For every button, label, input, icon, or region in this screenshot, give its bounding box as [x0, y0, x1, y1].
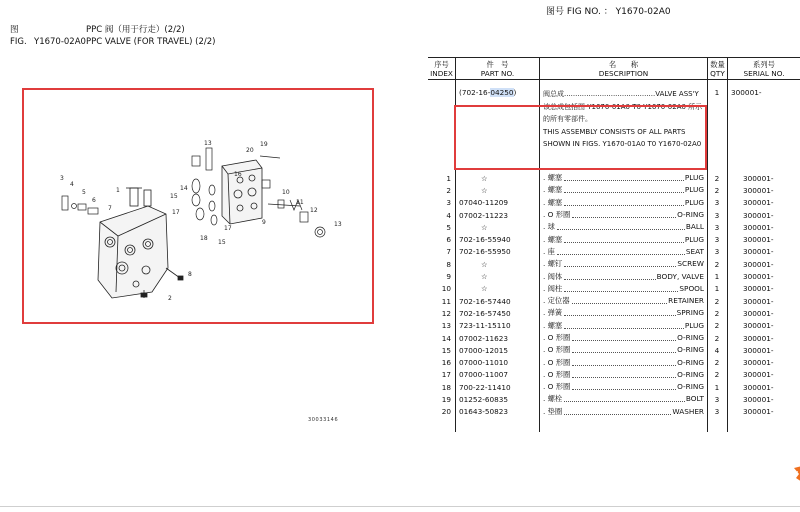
svg-text:8: 8 — [188, 271, 192, 278]
page-bottom-border — [0, 506, 800, 507]
row-part-no: 01252-60835 — [459, 394, 509, 404]
row-index: 17 — [441, 370, 451, 380]
selected-text: 04250 — [490, 88, 514, 97]
row-serial: 300001- — [743, 185, 774, 195]
table-body — [428, 80, 800, 432]
table-row — [428, 393, 800, 405]
row-desc-cn: . O 形圈 — [543, 345, 571, 355]
row-part-no: 07000-11007 — [459, 370, 509, 380]
row-part-no: ☆ — [481, 284, 488, 294]
row-desc-cn: . 螺塞 — [543, 173, 563, 183]
header-serial: 系列号 SERIAL NO. — [727, 58, 800, 79]
row-part-no: ☆ — [481, 272, 488, 282]
row-qty: 3 — [714, 210, 720, 220]
row-qty: 3 — [714, 394, 720, 404]
row-index: 3 — [446, 198, 451, 208]
row-description — [539, 345, 707, 355]
row-desc-cn: . 螺塞 — [543, 234, 563, 244]
row-description — [539, 358, 707, 368]
row-desc-en: SCREW — [677, 259, 704, 269]
row-desc-en: O-RING — [677, 357, 704, 367]
row-qty: 3 — [714, 198, 720, 208]
svg-text:17: 17 — [224, 225, 232, 232]
row-description — [539, 284, 707, 294]
row-qty: 2 — [714, 185, 720, 195]
title-en: PPC VALVE (FOR TRAVEL) (2/2) — [86, 37, 216, 48]
row-serial: 300001- — [743, 358, 774, 368]
svg-text:11: 11 — [296, 199, 304, 206]
row-index: 12 — [441, 308, 451, 318]
row-serial: 300001- — [743, 235, 774, 245]
svg-text:9: 9 — [262, 219, 266, 226]
table-row — [428, 381, 800, 393]
row-index: 5 — [446, 222, 451, 232]
assembly-description: 阀总成.........................................VALVE ASS'Y 该总成包括图 Y1670-01A0 T0 Y1670-02A0 所示 的所有零部件。 THIS ASSEMBLY CONSISTS OF ALL PARTS SHOWN IN FIGS. Y1670-01A0 T0 Y1670-02A0 — [543, 90, 703, 148]
row-qty: 1 — [714, 284, 720, 294]
table-row — [428, 209, 800, 221]
row-index: 8 — [446, 259, 451, 269]
row-desc-cn: . 螺塞 — [543, 197, 563, 207]
svg-text:6: 6 — [92, 197, 96, 204]
header-index: 序号 INDEX — [430, 59, 453, 78]
table-row — [428, 320, 800, 332]
row-serial: 300001- — [743, 210, 774, 220]
row-part-no: 07000-12015 — [459, 345, 509, 355]
assembly-qty: 1 — [714, 88, 720, 97]
row-part-no: 702-16-57440 — [459, 296, 511, 306]
row-desc-en: PLUG — [684, 173, 704, 183]
row-desc-en: O-RING — [677, 210, 704, 220]
assembly-highlight-box — [454, 105, 707, 170]
row-desc-en: BALL — [685, 222, 704, 232]
row-qty: 1 — [714, 382, 720, 392]
row-desc-en: O-RING — [677, 382, 704, 392]
row-index: 18 — [441, 382, 451, 392]
row-index: 2 — [446, 185, 451, 195]
row-desc-en: RETAINER — [668, 296, 704, 306]
table-row — [428, 406, 800, 418]
row-desc-cn: . O 形圈 — [543, 333, 571, 342]
row-part-no: 07002-11623 — [459, 333, 509, 343]
row-qty: 2 — [714, 358, 720, 368]
row-desc-cn: . 螺栓 — [543, 394, 563, 404]
row-part-no: 07002-11223 — [459, 210, 509, 220]
row-desc-cn: . 阀柱 — [543, 283, 563, 293]
row-desc-cn: . 螺塞 — [543, 185, 563, 195]
row-index: 15 — [441, 345, 451, 355]
row-serial: 300001- — [743, 333, 774, 343]
row-index: 14 — [441, 333, 451, 343]
row-desc-en: WASHER — [672, 406, 704, 416]
svg-text:17: 17 — [172, 209, 180, 216]
table-row — [428, 172, 800, 184]
row-desc-cn: . O 形圈 — [543, 369, 571, 379]
row-desc-en: BODY, VALVE — [656, 271, 704, 281]
row-desc-cn: . 螺钉 — [543, 259, 563, 269]
row-desc-en: PLUG — [684, 185, 704, 195]
assembly-serial: 300001- — [731, 88, 762, 97]
row-description — [539, 210, 707, 220]
row-qty: 2 — [714, 321, 720, 331]
row-serial: 300001- — [743, 345, 774, 355]
row-part-no: ☆ — [481, 173, 488, 183]
header-qty: 数量 QTY — [707, 58, 727, 79]
table-row — [428, 270, 800, 282]
table-row — [428, 221, 800, 233]
row-part-no: 07040-11209 — [459, 198, 509, 208]
row-part-no: 723-11-15110 — [459, 321, 511, 331]
row-qty: 3 — [714, 247, 720, 257]
row-serial: 300001- — [743, 284, 774, 294]
corner-logo-icon — [792, 466, 800, 482]
drawing-serial-stamp: 30033146 — [308, 417, 339, 423]
row-index: 1 — [446, 173, 451, 183]
svg-text:13: 13 — [204, 140, 212, 147]
row-index: 7 — [446, 247, 451, 257]
parts-rows — [428, 172, 800, 418]
fig-label-en: FIG. — [10, 37, 27, 48]
row-desc-en: PLUG — [684, 234, 704, 244]
row-description — [539, 272, 707, 282]
parts-table — [428, 57, 800, 432]
row-desc-en: SPOOL — [679, 283, 704, 293]
row-desc-en: SPRING — [676, 308, 704, 318]
row-index: 6 — [446, 235, 451, 245]
row-desc-cn: . 球 — [543, 222, 555, 232]
table-row — [428, 246, 800, 258]
svg-text:12: 12 — [310, 207, 318, 214]
table-row — [428, 369, 800, 381]
row-serial: 300001- — [743, 259, 774, 269]
row-desc-en: BOLT — [685, 394, 704, 404]
row-serial: 300001- — [743, 407, 774, 417]
figure-number-sep: ： — [603, 7, 613, 17]
row-qty: 2 — [714, 296, 720, 306]
table-row — [428, 197, 800, 209]
row-description — [539, 370, 707, 380]
title-cn: PPC 阀（用于行走）(2/2) — [86, 25, 185, 36]
row-desc-cn: . O 形圈 — [543, 210, 571, 220]
row-index: 4 — [446, 210, 451, 220]
row-desc-en: O-RING — [677, 369, 704, 379]
row-desc-cn: . 座 — [543, 246, 555, 256]
row-desc-cn: . 定位器 — [543, 296, 570, 306]
row-description — [539, 235, 707, 245]
row-description — [539, 333, 707, 343]
row-index: 9 — [446, 272, 451, 282]
header-description: 名 称 DESCRIPTION — [539, 58, 707, 79]
row-qty: 1 — [714, 272, 720, 282]
svg-text:16: 16 — [234, 171, 242, 178]
row-qty: 2 — [714, 333, 720, 343]
fig-number: Y1670-02A0 — [34, 37, 86, 48]
row-desc-cn: . 螺塞 — [543, 320, 563, 330]
row-serial: 300001- — [743, 173, 774, 183]
row-desc-en: O-RING — [677, 345, 704, 355]
row-serial: 300001- — [743, 222, 774, 232]
row-serial: 300001- — [743, 382, 774, 392]
table-row — [428, 307, 800, 319]
svg-text:5: 5 — [82, 189, 86, 196]
svg-text:13: 13 — [334, 221, 342, 228]
row-part-no: ☆ — [481, 259, 488, 269]
row-desc-cn: . O 形圈 — [543, 357, 571, 367]
row-part-no: 700-22-11410 — [459, 382, 511, 392]
table-row — [428, 332, 800, 344]
row-desc-en: PLUG — [684, 320, 704, 330]
svg-text:2: 2 — [168, 295, 172, 302]
row-desc-en: PLUG — [684, 197, 704, 207]
row-index: 13 — [441, 321, 451, 331]
table-row — [428, 233, 800, 245]
row-serial: 300001- — [743, 308, 774, 318]
header-part-no: 件 号 PART NO. — [455, 58, 539, 79]
row-desc-cn: . 弹簧 — [543, 308, 563, 318]
row-part-no: ☆ — [481, 222, 488, 232]
row-part-no: ☆ — [481, 185, 488, 195]
row-desc-en: SEAT — [685, 246, 704, 256]
row-qty: 2 — [714, 259, 720, 269]
svg-text:10: 10 — [282, 189, 290, 196]
svg-text:19: 19 — [260, 141, 268, 148]
row-description — [539, 382, 707, 392]
table-row — [428, 295, 800, 307]
svg-text:18: 18 — [200, 235, 208, 242]
row-part-no: 01643-50823 — [459, 407, 509, 417]
row-qty: 2 — [714, 308, 720, 318]
svg-text:15: 15 — [218, 239, 226, 246]
row-part-no: 07000-11010 — [459, 358, 509, 368]
row-description — [539, 185, 707, 195]
svg-text:1: 1 — [116, 187, 120, 194]
row-desc-cn: . 垫圈 — [543, 406, 563, 416]
table-header — [428, 57, 800, 80]
table-row — [428, 356, 800, 368]
row-description — [539, 222, 707, 232]
row-qty: 3 — [714, 235, 720, 245]
svg-text:20: 20 — [246, 147, 254, 154]
svg-text:3: 3 — [60, 175, 64, 182]
row-serial: 300001- — [743, 296, 774, 306]
assembly-part-no: (702-16-04250) — [459, 88, 517, 97]
fig-label-cn: 图 — [10, 25, 19, 36]
row-qty: 2 — [714, 370, 720, 380]
svg-text:15: 15 — [170, 193, 178, 200]
row-description — [539, 259, 707, 269]
row-serial: 300001- — [743, 247, 774, 257]
figure-number-value: Y1670-02A0 — [615, 7, 671, 17]
row-desc-cn: . O 形圈 — [543, 382, 571, 392]
valve-body-right — [222, 160, 262, 224]
svg-text:4: 4 — [70, 181, 74, 188]
row-description — [539, 394, 707, 404]
table-row — [428, 344, 800, 356]
row-index: 20 — [441, 407, 451, 417]
row-description — [539, 173, 707, 183]
row-serial: 300001- — [743, 370, 774, 380]
svg-text:14: 14 — [180, 185, 188, 192]
row-serial: 300001- — [743, 394, 774, 404]
row-index: 11 — [441, 296, 451, 306]
row-part-no: 702-16-55940 — [459, 235, 511, 245]
row-qty: 3 — [714, 407, 720, 417]
row-qty: 4 — [714, 345, 720, 355]
row-serial: 300001- — [743, 198, 774, 208]
row-description — [539, 198, 707, 208]
figure-number-label: 图号 FIG NO. — [546, 7, 601, 17]
row-description — [539, 296, 707, 306]
row-qty: 2 — [714, 173, 720, 183]
row-serial: 300001- — [743, 321, 774, 331]
row-index: 19 — [441, 394, 451, 404]
row-part-no: 702-16-57450 — [459, 308, 511, 318]
row-description — [539, 407, 707, 417]
row-index: 16 — [441, 358, 451, 368]
row-qty: 3 — [714, 222, 720, 232]
row-desc-en: O-RING — [677, 333, 704, 342]
svg-text:7: 7 — [108, 205, 112, 212]
row-description — [539, 308, 707, 318]
row-index: 10 — [441, 284, 451, 294]
table-row — [428, 283, 800, 295]
row-part-no: 702-16-55950 — [459, 247, 511, 257]
row-description — [539, 247, 707, 257]
table-row — [428, 258, 800, 270]
table-row — [428, 184, 800, 196]
row-desc-cn: . 阀体 — [543, 271, 563, 281]
row-serial: 300001- — [743, 272, 774, 282]
row-description — [539, 321, 707, 331]
